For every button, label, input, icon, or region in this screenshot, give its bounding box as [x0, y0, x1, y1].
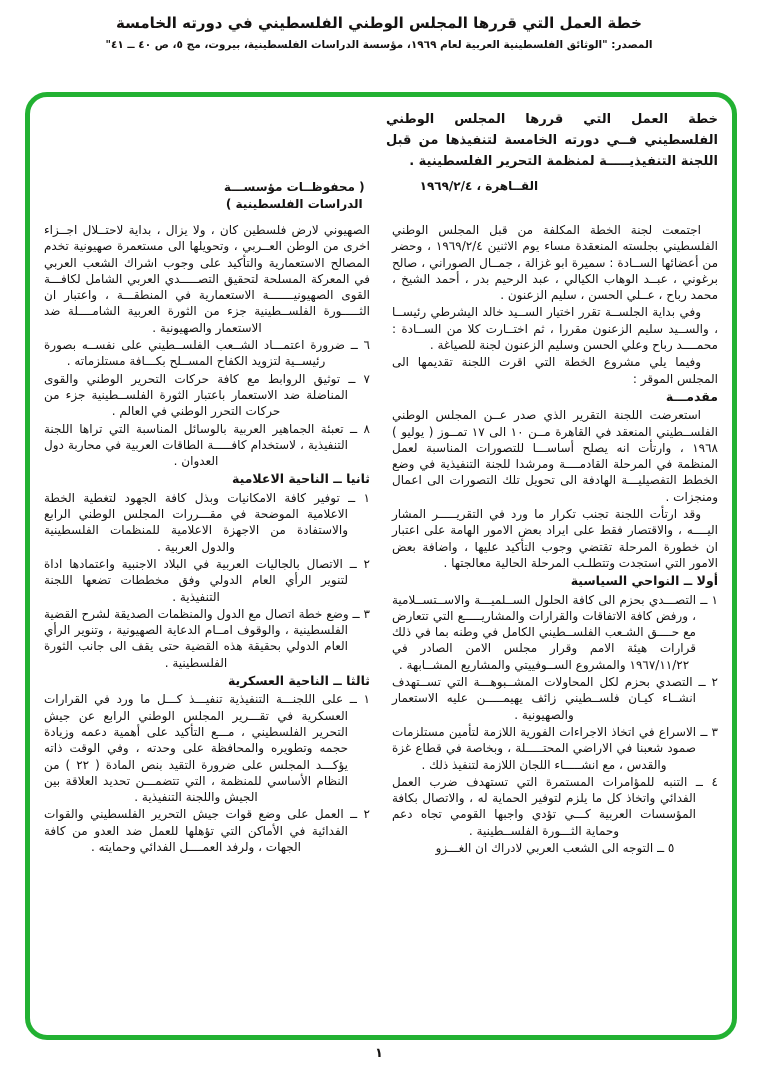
- column-left: [44, 222, 370, 857]
- document-border-box: [25, 92, 737, 1040]
- list-item: ٧ ــ توثيق الروابط مع كافة حركات التحرير الوطني والقوى المناضلة ضد الاستعمار باعتبار الثورة الفلســطينية جزء من حركات التحرر الوطني في العالم .: [44, 371, 370, 419]
- list-item: ٢ ــ الاتصال بالجاليات العربية في البلاد الاجنبية واعتمادها اداة لتنوير الرأي العام الدولي وفق مخططات تضعها اللجنة التنفيذية .: [44, 556, 370, 604]
- document-meta-row: [44, 179, 718, 213]
- source-citation: المصدر: "الوثائق الفلسطينية العربية لعام ١٩٦٩، مؤسسة الدراسات الفلسطينية، بيروت، مج ٥، ص ٤٠ ــ ٤١": [105, 39, 653, 51]
- column-right: [392, 222, 718, 857]
- archive-note: [224, 179, 365, 213]
- section-heading: مقدمـــة: [665, 388, 718, 404]
- section-heading: ثانيا ــ الناحية الاعلامية: [232, 471, 370, 487]
- paragraph: وفيما يلي مشروع الخطة التي اقرت اللجنة تقديمها الى المجلس الموقر :: [392, 355, 718, 386]
- paragraph: وقد ارتأت اللجنة تجنب تكرار ما ورد في التقريـــــر المشار اليــــه ، والاقتصار فقط على ايراد بعض الامور الهامة على اعتبار ان خطورة المرحلة تقتضي وجوب التأكيد عليها ، واضافة بعض الامور التي استجدت وتتطلـب المرحلة الحالية معالجتها .: [392, 507, 718, 570]
- section-heading: أولا ــ النواحي السياسية: [570, 573, 718, 589]
- list-item: ٨ ــ تعبئة الجماهير العربية بالوسائل المناسبة التي تراها اللجنة التنفيذية ، لاستخدام كافـــــة الطاقات العربية في محاربة دول العدوان .: [44, 421, 370, 469]
- list-item: ٣ ــ وضع خطة اتصال مع الدول والمنظمات الصديقة لشرح القضية الفلسطينية ، والوقوف امــام الدعاية الصهيونية ، وتنوير الرأي العام الدولي بحقيقة هذه القضية حتى يقف الى جانب الثورة الفلسطينية .: [44, 606, 370, 670]
- list-item: ٢ ــ التصدي بحزم لكل المحاولات المشــبوهـــة التي تســتهدف انشــاء كيـان فلســطيني زائف يهيمـــــن عليه الاستعمار والصهيونية .: [392, 675, 718, 722]
- list-item: ١ ــ على اللجنـــة التنفيذية تنفيـــذ كـــل ما ورد في القرارات العسكرية في تقـــرير المجلس الوطني الرابع عن جيش التحرير الفلسطيني ، مـــع التأكيد على أهمية دعمه وزيادة حجمه وتطويره والمحافظة على وحدته ، وفي الوقت ذاته يؤكـــد المجلس على ضرورة التقيد بنص المادة ( ٢٢ ) من النظام الأساسي للمنظمة ، التي تتضمـــن تحديد العلاقة بين الجيش واللجنة التنفيذية .: [44, 692, 370, 805]
- archive-note-line1: ( محفوظــات مؤسســـة: [223, 180, 365, 194]
- document-heading: خطة العمل التي قررها المجلس الوطني الفلسطيني فــي دورته الخامسة لتنفيذها من قبل اللجنة التنفيذيـــــة لمنظمة التحرير الفلسطينية .: [386, 112, 718, 169]
- list-item: ٥ ــ التوجه الى الشعب العربي لادراك ان الغـــزو: [435, 840, 675, 855]
- text-columns: [44, 222, 718, 857]
- continuation-paragraph: الصهيوني لارض فلسطين كان ، ولا يزال ، بداية لاحتــلال اجــزاء اخرى من الوطن العــربي ، وتحويلها الى مستعمرة صهيونية تخدم المصالح الاستعمارية والتأكيد على وجوب اشراك الشعب العربي في المعركة المسلحة لتحقيق التصـــــدي العربي الشامل لكافـــة القوى الصهيونيـــــــة الاستعمارية في المنطقـــة ، واعتبار ان الثـــــورة الفلســطينية جزء من الثورة العربية الشامــــلة ضد الاستعمار والصهيونية .: [44, 223, 370, 335]
- list-item: ١ ــ توفير كافة الامكانيات وبذل كافة الجهود لتغطية الخطة الاعلامية الموضحة في مقـــررات المجلس الوطني الرابع والاستفادة من الاجهزة الاعلامية للمنظمات الفلسطينية والدول العربية .: [44, 490, 370, 554]
- archive-note-line2: الدراسات الفلسطينية ): [225, 197, 363, 211]
- paragraph: استعرضت اللجنة التقرير الذي صدر عــن المجلس الوطني الفلســطيني المنعقد في القاهرة مــن ١٠ الى ١٧ تمــوز ( يوليو ) ١٩٦٨ ، وارتأت انه يصلح أساســـا للتصورات المناسبة لعمل المنظمة في المرحلة القادمــــة ومرشدا للجنة التنفيذية في وضع الخطط التفصيليـــة الهادفة الى تحويل تلك التصورات الى اعمال ومنجزات .: [392, 408, 718, 504]
- section-heading: ثالثا ــ الناحية العسكرية: [227, 673, 370, 689]
- list-item: ١ ــ التصـــدي بحزم الى كافة الحلول الســلميـــة والاســتســلامية ، ورفض كافة الاتفاقات والقرارات والمشاريـــــع التي تتعارض مع حــــق الشـعب الفلســطيني الكامل في وطنه بما في ذلك قرارات هيئة الامم وقرار مجلس الامن الصادر في ١٩٦٧/١١/٢٢ والمشروع الســوفييتي والمشاريع المشــابهة .: [392, 592, 718, 672]
- place-date: القــاهرة ، ١٩٦٩/٢/٤: [419, 179, 539, 193]
- list-item: ٢ ــ العمل على وضع قوات جيش التحرير الفلسطيني والقوات الفدائية في الأماكن التي تؤهلها للعمل ضد العدو من كافة الجهات ، ولرفد العمــــل الفدائي وحمايته .: [44, 807, 370, 854]
- paragraph: وفي بداية الجلســة تقرر اختيار الســيد خالد اليشرطي رئيســا ، والســيد سليم الزعنون مقررا ، ثم اختــارت كلا من الســادة : محمــــد رباح وعلي الحسن وسليم الزعنون لجنة للصياغة .: [392, 305, 718, 353]
- page-title: خطة العمل التي قررها المجلس الوطني الفلسطيني في دورته الخامسة: [116, 14, 642, 32]
- paragraph: اجتمعت لجنة الخطة المكلفة من قبل المجلس الوطني الفلسطيني بجلسته المنعقدة مساء يوم الاثنين ١٩٦٩/٢/٤ ، وحضر من أعضائها الســادة : سميرة ابو غزالة ، جمــال الصوراني ، صالح برغوني ، عبــد الوهاب الكيالي ، عبد الرحيم بدر ، أحمد الشيخ ، محمد رباح ، عــلي الحسن ، سليم الزعنون .: [392, 223, 718, 303]
- list-item: ٣ ــ الاسراع في اتخاذ الاجراءات الفورية اللازمة لتأمين مستلزمات صمود شعبنا في الاراضي المحتـــــلة ، وبخاصة في قطاع غزة والقدس ، مع انشـــــاء اللجان اللازمة لتنفيذ ذلك .: [392, 724, 718, 772]
- list-item: ٦ ــ ضرورة اعتمـــاد الشــعب الفلســطيني على نفســه بصورة رئيســية لتزويد الكفاح المســلح بكـــافة مستلزماته .: [44, 338, 370, 369]
- page-number: ١: [375, 1046, 383, 1061]
- list-item: ٤ ــ التنبه للمؤامرات المستمرة التي تستهدف ضرب العمل الفدائي واتخاذ كل ما يلزم لتوفير الحماية له ، والاتصال بكافة المؤسسات العربية كـــي تؤدي واجبها القومي تجاه دعم وحماية الثـــورة الفلســطينية .: [392, 774, 718, 838]
